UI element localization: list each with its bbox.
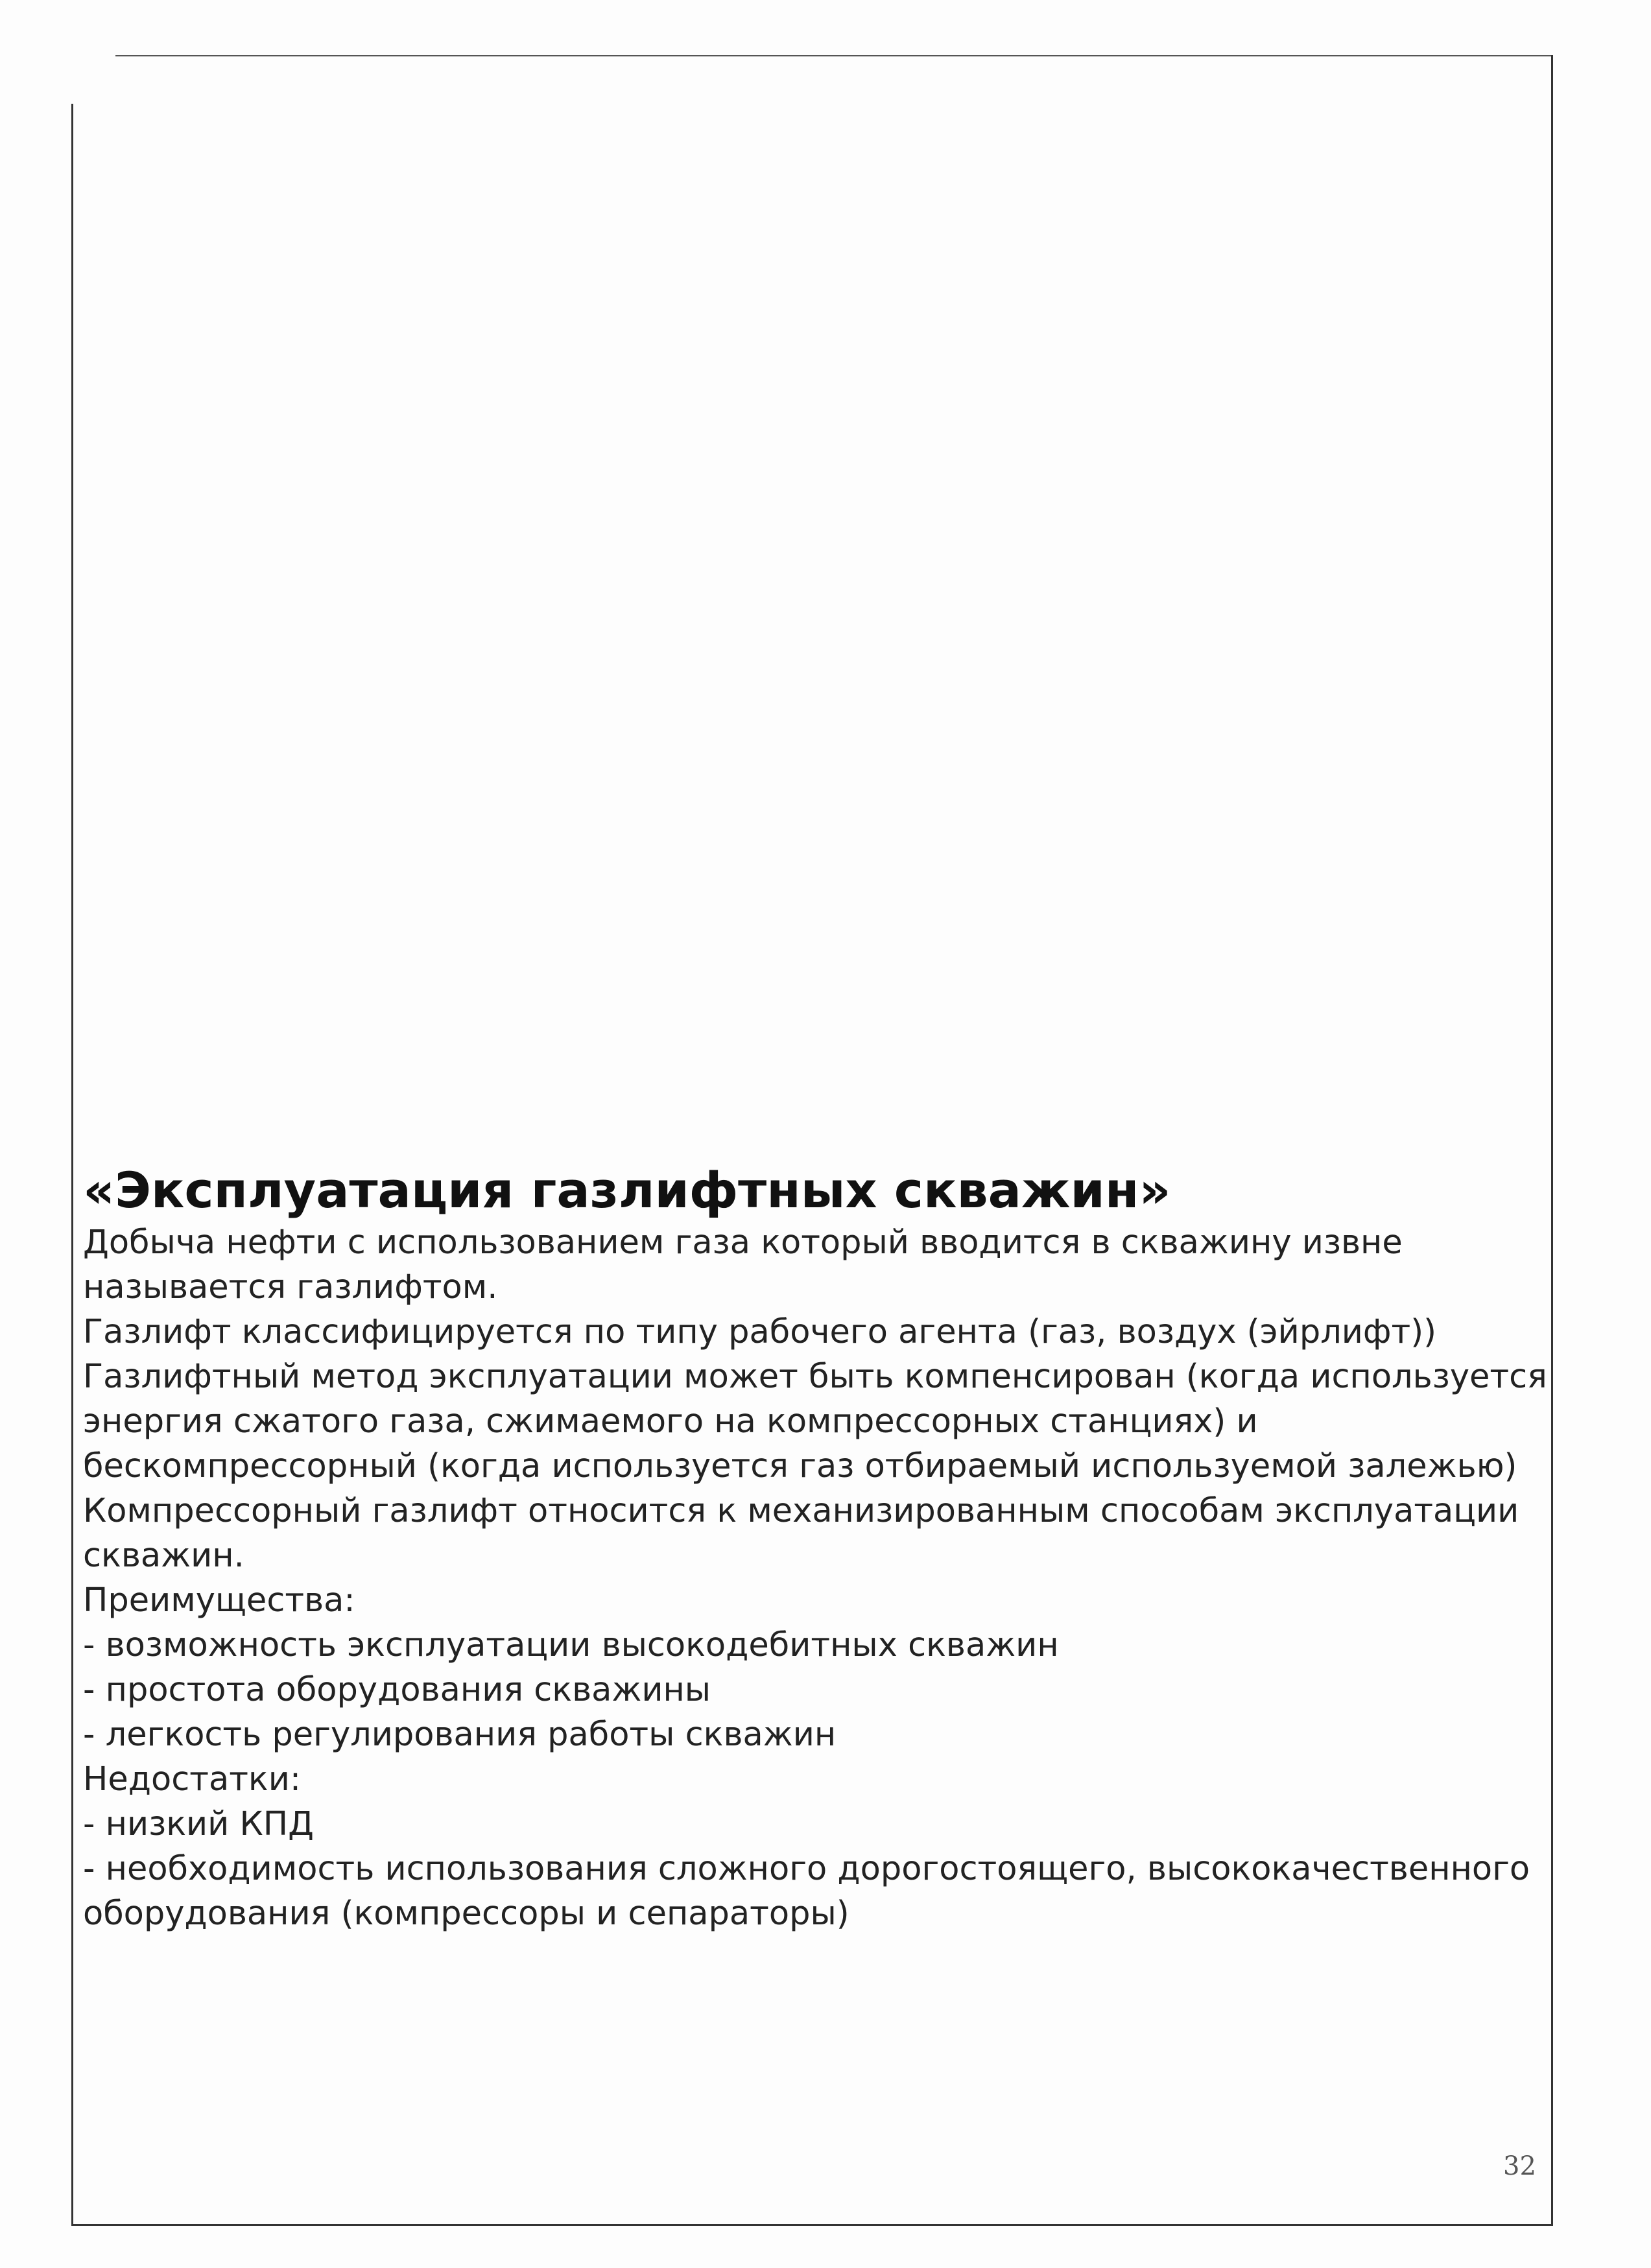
- text-line: скважин.: [83, 1537, 244, 1575]
- text-line: Газлифтный метод эксплуатации может быть компенсирован (когда используется: [83, 1358, 1547, 1396]
- advantages-heading: Преимущества:: [83, 1581, 355, 1620]
- frame-border-right: [1551, 55, 1553, 2225]
- body-text: [83, 1220, 1547, 1936]
- text-line: энергия сжатого газа, сжимаемого на компрессорных станциях) и: [83, 1402, 1258, 1441]
- disadvantage-item: оборудования (компрессоры и сепараторы): [83, 1895, 849, 1933]
- frame-border-left: [71, 104, 73, 2225]
- text-line: Добыча нефти с использованием газа который вводится в скважину извне: [83, 1223, 1403, 1262]
- page-title: «Эксплуатация газлифтных скважин»: [83, 1161, 1171, 1219]
- text-line: Газлифт классифицируется по типу рабочего агента (газ, воздух (эйрлифт)): [83, 1313, 1437, 1351]
- text-line: называется газлифтом.: [83, 1268, 498, 1306]
- disadvantage-item: - необходимость использования сложного дорогостоящего, высококачественного: [83, 1850, 1530, 1888]
- text-line: Компрессорный газлифт относится к механизированным способам эксплуатации: [83, 1492, 1519, 1530]
- frame-border-top: [115, 55, 1551, 56]
- advantage-item: - простота оборудования скважины: [83, 1671, 711, 1709]
- page-content: [83, 1161, 1547, 1936]
- disadvantages-heading: Недостатки:: [83, 1760, 302, 1799]
- text-line: бескомпрессорный (когда используется газ отбираемый используемой залежью): [83, 1447, 1517, 1485]
- disadvantage-item: - низкий КПД: [83, 1805, 314, 1843]
- page-number: 32: [1503, 2151, 1536, 2181]
- advantage-item: - возможность эксплуатации высокодебитных скважин: [83, 1626, 1059, 1664]
- frame-border-bottom: [71, 2224, 1553, 2226]
- advantage-item: - легкость регулирования работы скважин: [83, 1716, 837, 1754]
